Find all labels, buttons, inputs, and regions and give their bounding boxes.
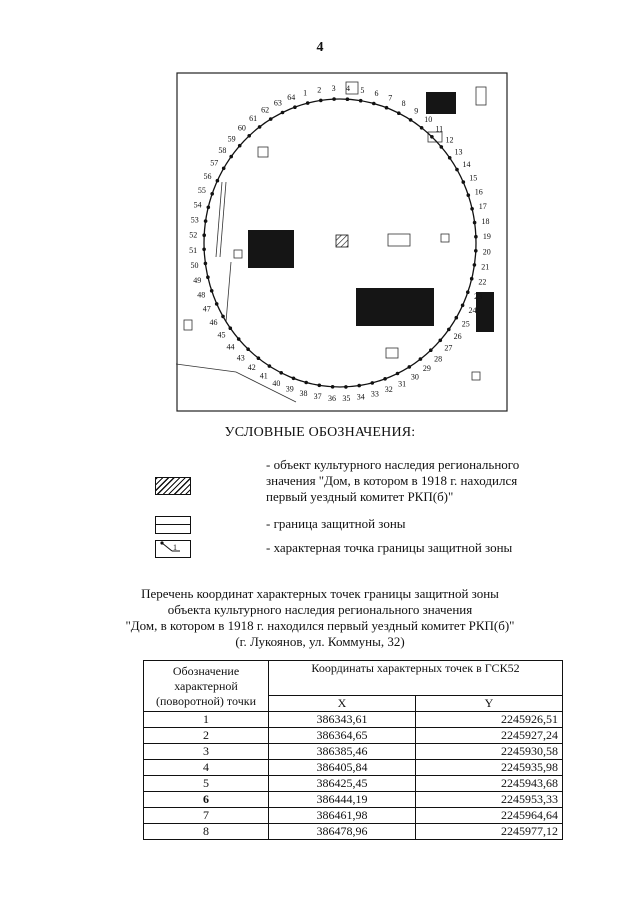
point-number-cell: 7 (144, 808, 269, 824)
point-label: 27 (444, 343, 453, 353)
page-number: 4 (316, 40, 324, 55)
boundary-point (455, 168, 459, 172)
x-header: X (269, 696, 416, 712)
boundary-point (461, 304, 465, 308)
boundary-point (229, 326, 233, 330)
point-label: 11 (435, 124, 444, 134)
boundary-point (419, 357, 423, 361)
boundary-point (215, 302, 219, 306)
boundary-point (474, 249, 478, 253)
point-label: 47 (202, 304, 211, 314)
point-label: 7 (388, 93, 393, 103)
point-label: 44 (226, 342, 235, 352)
point-label: 55 (197, 186, 206, 195)
boundary-point (440, 145, 444, 149)
point-label: 53 (190, 215, 199, 225)
point-label: 30 (410, 372, 419, 382)
heading-line-2: объекта культурного наследия регионального значения (167, 602, 473, 617)
boundary-point (210, 192, 214, 196)
boundary-point (448, 156, 452, 160)
point-label: 24 (468, 306, 477, 315)
point-label: 51 (189, 245, 198, 255)
boundary-point (204, 262, 208, 266)
legend-title: УСЛОВНЫЕ ОБОЗНАЧЕНИЯ: (224, 425, 416, 440)
x-coordinate-cell: 386478,96 (269, 824, 416, 840)
point-label: 5 (360, 85, 365, 95)
boundary-point (467, 193, 471, 197)
point-label: 38 (299, 389, 308, 399)
point-label: 56 (203, 172, 212, 181)
table-row (144, 808, 563, 824)
heritage-object (336, 235, 348, 247)
point-number-cell: 1 (144, 712, 269, 728)
boundary-point (331, 385, 335, 389)
point-label: 15 (469, 173, 478, 183)
boundary-point (332, 97, 336, 101)
legend-heritage-symbol (155, 477, 191, 495)
boundary-point (430, 135, 434, 139)
point-label: 42 (247, 363, 256, 372)
svg-text:1: 1 (173, 543, 177, 552)
table-row (144, 712, 563, 728)
point-label: 39 (285, 384, 294, 394)
boundary-point (238, 144, 242, 148)
point-label: 54 (193, 200, 202, 210)
boundary-point (216, 179, 220, 183)
point-label: 8 (401, 99, 406, 109)
point-label: 57 (210, 158, 219, 168)
boundary-point (371, 381, 375, 385)
boundary-point (383, 377, 387, 381)
point-number-cell: 6 (144, 792, 269, 808)
y-coordinate-cell: 2245930,58 (416, 744, 563, 760)
x-coordinate-cell: 386444,19 (269, 792, 416, 808)
table-row (144, 792, 563, 808)
point-label: 48 (197, 290, 206, 300)
boundary-point (202, 248, 206, 252)
point-label: 12 (445, 135, 454, 145)
table-row (144, 744, 563, 760)
y-coordinate-cell: 2245953,33 (416, 792, 563, 808)
boundary-point (318, 384, 322, 388)
heading-line-3: "Дом, в котором в 1918 г. находился первый уездный комитет РКП(б)" (125, 618, 515, 633)
boundary-point (462, 180, 466, 184)
point-label: 3 (331, 84, 336, 94)
boundary-point (207, 206, 211, 210)
point-label: 13 (454, 147, 463, 157)
boundary-point (237, 337, 241, 341)
boundary-point (470, 277, 474, 281)
point-label: 58 (218, 146, 227, 155)
point-label: 45 (217, 330, 226, 340)
point-label: 41 (259, 371, 268, 381)
point-label: 29 (422, 364, 431, 373)
point-label: 52 (189, 230, 198, 240)
boundary-point (281, 111, 285, 115)
point-number-cell: 5 (144, 776, 269, 792)
legend-boundary-text: - граница защитной зоны (266, 516, 406, 531)
boundary-point (346, 97, 350, 101)
y-header: Y (416, 696, 563, 712)
boundary-point (210, 289, 214, 293)
point-label: 40 (272, 378, 281, 388)
point-label: 35 (342, 393, 351, 403)
boundary-point (293, 105, 297, 109)
point-label: 1 (303, 88, 308, 98)
boundary-point (470, 207, 474, 211)
boundary-point (385, 106, 389, 110)
boundary-point (344, 385, 348, 389)
point-number-cell: 2 (144, 728, 269, 744)
boundary-point (357, 384, 361, 388)
boundary-point (372, 102, 376, 106)
y-coordinate-cell: 2245935,98 (416, 760, 563, 776)
point-label: 21 (481, 262, 490, 272)
boundary-point (222, 167, 226, 171)
point-marker-icon (156, 541, 189, 556)
x-coordinate-cell: 386364,65 (269, 728, 416, 744)
heading-line-1: Перечень координат характерных точек границы защитной зоны (141, 586, 499, 601)
boundary-point (306, 101, 310, 105)
point-designation-header: Обозначение характерной (поворотной) точки (144, 661, 269, 712)
y-coordinate-cell: 2245926,51 (416, 712, 563, 728)
boundary-point (202, 233, 206, 237)
coordinates-header: Координаты характерных точек в ГСК52 (269, 661, 563, 696)
point-label: 2 (317, 85, 322, 95)
boundary-point (447, 328, 451, 332)
point-label: 19 (482, 232, 491, 242)
boundary-point (396, 372, 400, 376)
point-label: 50 (190, 260, 199, 270)
boundary-point (221, 315, 225, 319)
point-label: 49 (193, 275, 202, 285)
boundary-point (420, 126, 424, 130)
x-coordinate-cell: 386405,84 (269, 760, 416, 776)
boundary-point (206, 275, 210, 279)
table-row (144, 728, 563, 744)
x-coordinate-cell: 386425,45 (269, 776, 416, 792)
boundary-point (439, 339, 443, 343)
heading-line-4: (г. Лукоянов, ул. Коммуны, 32) (235, 634, 405, 649)
boundary-point (247, 134, 251, 138)
point-label: 43 (236, 353, 245, 363)
point-number-cell: 8 (144, 824, 269, 840)
point-label: 6 (374, 88, 379, 98)
point-label: 4 (346, 84, 350, 94)
point-label: 60 (237, 123, 246, 133)
boundary-point (429, 348, 433, 352)
table-row (144, 776, 563, 792)
y-coordinate-cell: 2245964,64 (416, 808, 563, 824)
x-coordinate-cell: 386385,46 (269, 744, 416, 760)
boundary-point (268, 364, 272, 368)
coordinates-table (143, 660, 563, 840)
legend-boundary-symbol (155, 516, 191, 534)
point-label: 36 (328, 393, 336, 403)
point-label: 28 (434, 354, 443, 364)
point-label: 31 (398, 379, 407, 389)
point-label: 32 (384, 385, 393, 395)
boundary-point (455, 316, 459, 320)
boundary-point (408, 365, 412, 369)
point-label: 9 (414, 106, 419, 116)
point-label: 26 (453, 332, 462, 341)
boundary-point (409, 118, 413, 122)
legend-point-text: - характерная точка границы защитной зоны (266, 540, 513, 555)
boundary-point (279, 371, 283, 375)
boundary-point (292, 377, 296, 381)
x-coordinate-cell: 386461,98 (269, 808, 416, 824)
point-label: 34 (356, 392, 365, 402)
y-coordinate-cell: 2245977,12 (416, 824, 563, 840)
boundary-point (319, 99, 323, 103)
y-coordinate-cell: 2245943,68 (416, 776, 563, 792)
point-label: 59 (227, 134, 236, 144)
point-label: 46 (209, 318, 218, 327)
legend-point-symbol (155, 540, 191, 558)
table-row (144, 760, 563, 776)
boundary-point (474, 235, 478, 239)
protection-zone-map (176, 72, 508, 412)
boundary-point (397, 111, 401, 115)
boundary-point (257, 356, 261, 360)
boundary-point (258, 125, 262, 129)
point-label: 33 (370, 389, 379, 399)
point-label: 16 (474, 187, 483, 197)
point-label: 63 (273, 98, 282, 108)
boundary-point (229, 155, 233, 159)
point-label: 37 (313, 392, 322, 402)
boundary-point (304, 381, 308, 385)
point-number-cell: 4 (144, 760, 269, 776)
table-row (144, 824, 563, 840)
y-coordinate-cell: 2245927,24 (416, 728, 563, 744)
point-label: 14 (462, 160, 471, 169)
boundary-point (466, 290, 470, 294)
point-label: 61 (249, 114, 258, 123)
point-label: 64 (287, 92, 296, 102)
boundary-point (269, 117, 273, 121)
boundary-point (359, 99, 363, 103)
point-label: 10 (424, 115, 433, 124)
point-label: 22 (478, 277, 487, 287)
point-label: 23 (474, 292, 483, 301)
point-label: 17 (478, 202, 487, 212)
legend-heritage-text: - объект культурного наследия регионального значения "Дом, в котором в 1918 г. находился первый уездный комитет РКП(б)" (266, 457, 520, 504)
boundary-point (473, 221, 477, 225)
boundary-point (473, 263, 477, 267)
boundary-point (204, 219, 208, 223)
boundary-point (246, 347, 250, 351)
point-label: 20 (482, 247, 491, 257)
coordinates-list-heading (100, 586, 540, 650)
point-label: 62 (261, 105, 270, 115)
point-label: 25 (461, 319, 470, 329)
point-label: 18 (481, 217, 490, 227)
x-coordinate-cell: 386343,61 (269, 712, 416, 728)
point-number-cell: 3 (144, 744, 269, 760)
